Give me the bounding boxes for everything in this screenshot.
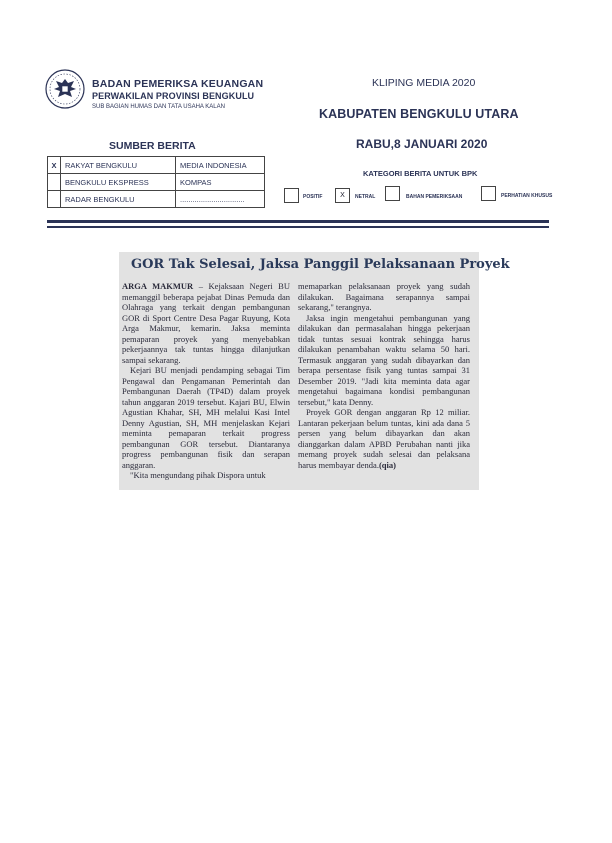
source-name: RADAR BENGKULU bbox=[61, 191, 176, 208]
kategori-label-perhatian: PERHATIAN KHUSUS bbox=[501, 193, 553, 199]
kategori-checkbox-perhatian bbox=[481, 186, 496, 201]
article-paragraph bbox=[122, 281, 290, 365]
source-mark bbox=[48, 191, 61, 208]
article-paragraph: Jaksa ingin mengetahui pembangunan yang dilakukan dan permasalahan hingga pekerjaan tidak tuntas sesuai kontrak sehingga harus dilakukan penambahan waktu selama 50 hari. Termasuk anggaran yang sudah dibayarkan dan berapa persentase fisik yang tuntas sampai 31 Desember 2019. "Jadi kita meminta data agar mengetahui bagaimana kondisi pembangunan tersebut," kata Denny. bbox=[298, 312, 470, 407]
article-paragraph: "Kita mengundang pihak Dispora untuk bbox=[130, 470, 266, 480]
source-row bbox=[48, 157, 265, 174]
header-divider bbox=[47, 220, 549, 223]
kategori-checkbox-netral: X bbox=[335, 188, 350, 203]
source-mark: X bbox=[48, 157, 61, 174]
kliping-label: KLIPING MEDIA 2020 bbox=[372, 77, 476, 89]
source-name: ............................... bbox=[176, 191, 265, 208]
article-dateline: ARGA MAKMUR bbox=[122, 281, 194, 291]
article-paragraph: Kejari BU menjadi pendamping sebagai Tim Pengawal dan Pengamanan Pemerintah dan Pembangunan Daerah (TP4D) dalam proyek tahun anggaran 2019 tersebut. Kajari BU, Elwin Agustian Khahar, SH, MH melalui Kasi Intel Denny Agustian, SH, MH menjelaskan Kejari meminta pemaparan terkait progress pembangunan GOR tersebut. Diantaranya progress pembangunan fisik dan serapan anggaran. bbox=[122, 365, 290, 470]
date-label: RABU,8 JANUARI 2020 bbox=[356, 137, 488, 151]
source-mark bbox=[48, 174, 61, 191]
kategori-label-netral: NETRAL bbox=[355, 194, 376, 200]
article-paragraph bbox=[298, 407, 470, 470]
kategori-label-positif: POSITIF bbox=[303, 194, 323, 200]
kategori-label-bahan: BAHAN PEMERIKSAAN bbox=[406, 194, 463, 200]
article-text: – Kejaksaan Negeri BU memanggil beberapa pejabat Dinas Pemuda dan Olahraga yang terkait dengan pembangunan GOR di Sport Centre Desa Pagar Ruyung, Kota Arga Makmur, kemarin. Jaksa meminta pemaparan proyek yang menyebabkan pekerjaannya tak tuntas hingga dilanjutkan sampai sekarang. bbox=[122, 281, 290, 365]
kategori-title: KATEGORI BERITA UNTUK BPK bbox=[363, 169, 478, 178]
source-name: RAKYAT BENGKULU bbox=[61, 157, 176, 174]
source-row bbox=[48, 191, 265, 208]
sumber-berita-title: SUMBER BERITA bbox=[109, 140, 196, 152]
org-name: BADAN PEMERIKSA KEUANGAN bbox=[92, 78, 264, 90]
article-paragraph: memaparkan pelaksanaan proyek yang sudah dilakukan. Bagaimana serapannya sampai sekarang," terangnya. bbox=[298, 281, 470, 312]
region-title: KABUPATEN BENGKULU UTARA bbox=[319, 107, 519, 121]
header-divider-thin bbox=[47, 226, 549, 228]
article-column-left bbox=[122, 281, 290, 481]
source-name: MEDIA INDONESIA bbox=[176, 157, 265, 174]
org-branch: PERWAKILAN PROVINSI BENGKULU bbox=[92, 91, 255, 101]
article-column-right bbox=[298, 281, 470, 470]
source-name: KOMPAS bbox=[176, 174, 265, 191]
kategori-checkbox-bahan bbox=[385, 186, 400, 201]
source-table bbox=[47, 156, 265, 208]
article-headline: GOR Tak Selesai, Jaksa Panggil Pelaksanaan Proyek bbox=[131, 257, 510, 272]
kategori-checkbox-positif bbox=[284, 188, 299, 203]
source-row bbox=[48, 174, 265, 191]
org-subdivision: SUB BAGIAN HUMAS DAN TATA USAHA KALAN bbox=[92, 104, 225, 110]
source-name: BENGKULU EKSPRESS bbox=[61, 174, 176, 191]
article-signoff: (qia) bbox=[378, 459, 396, 470]
article-text: Proyek GOR dengan anggaran Rp 12 miliar. Lantaran pekerjaan belum tuntas, kini ada dana 5 persen yang belum dibayarkan dan akan dianggarkan dalam APBD Perubahan nanti jika memang proyek sudah selesai dan pelaksana harus membayar denda. bbox=[298, 407, 470, 470]
garuda-logo-icon bbox=[44, 68, 86, 110]
